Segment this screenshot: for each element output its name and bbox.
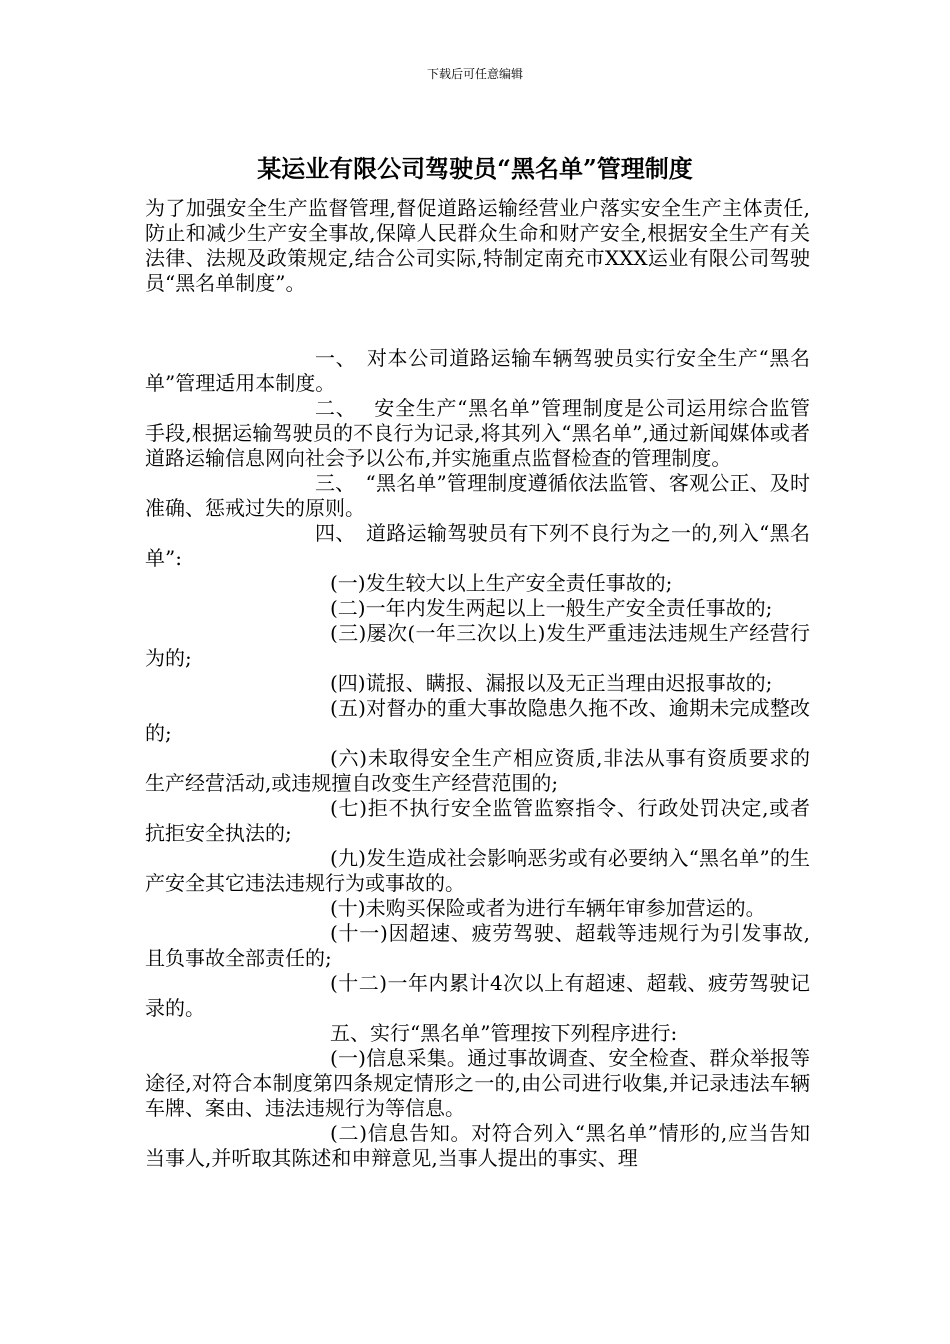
section-5: 五、实行“黑名单”管理按下列程序进行: — [330, 1021, 678, 1045]
list-item: (三)屡次(一年三次以上)发生严重违法违规生产经营行为的; — [145, 621, 810, 670]
paragraph-spacer — [145, 321, 810, 346]
list-item: (一)发生较大以上生产安全责任事故的; — [330, 571, 673, 595]
list-item: (一)信息采集。通过事故调查、安全检查、群众举报等途径,对符合本制度第四条规定情形之一的,由公司进行收集,并记录违法车辆车牌、案由、违法违规行为等信息。 — [145, 1046, 810, 1120]
document-title: 某运业有限公司驾驶员“黑名单”管理制度 — [257, 154, 693, 183]
section-2: 二、 安全生产“黑名单”管理制度是公司运用综合监管手段,根据运输驾驶员的不良行为记录,将其列入“黑名单”,通过新闻媒体或者道路运输信息网向社会予以公布,并实施重点监督检查的管理制度。 — [145, 396, 810, 470]
list-item: (二)信息告知。对符合列入“黑名单”情形的,应当告知当事人,并听取其陈述和申辩意见,当事人提出的事实、理 — [145, 1121, 810, 1170]
section-3: 三、 “黑名单”管理制度遵循依法监管、客观公正、及时准确、惩戒过失的原则。 — [145, 471, 810, 520]
list-item: (二)一年内发生两起以上一般生产安全责任事故的; — [330, 596, 773, 620]
list-item: (五)对督办的重大事故隐患久拖不改、逾期未完成整改的; — [145, 696, 810, 745]
list-item: (七)拒不执行安全监管监察指令、行政处罚决定,或者抗拒安全执法的; — [145, 796, 810, 845]
list-item: (六)未取得安全生产相应资质,非法从事有资质要求的生产经营活动,或违规擅自改变生产经营范围的; — [145, 746, 810, 795]
section-4: 四、 道路运输驾驶员有下列不良行为之一的,列入“黑名单”: — [145, 521, 810, 570]
list-item: (十)未购买保险或者为进行车辆年审参加营运的。 — [330, 896, 766, 920]
document-body — [145, 196, 810, 1171]
section-1: 一、 对本公司道路运输车辆驾驶员实行安全生产“黑名单”管理适用本制度。 — [145, 346, 810, 395]
list-item: (十二)一年内累计4次以上有超速、超载、疲劳驾驶记录的。 — [145, 971, 810, 1020]
header-note: 下载后可任意编辑 — [426, 67, 523, 81]
list-item: (九)发生造成社会影响恶劣或有必要纳入“黑名单”的生产安全其它违法违规行为或事故的。 — [145, 846, 810, 895]
list-item: (十一)因超速、疲劳驾驶、超载等违规行为引发事故,且负事故全部责任的; — [145, 921, 810, 970]
intro-paragraph: 为了加强安全生产监督管理,督促道路运输经营业户落实安全生产主体责任,防止和减少生产安全事故,保障人民群众生命和财产安全,根据安全生产有关法律、法规及政策规定,结合公司实际,特制定南充市XXX运业有限公司驾驶员“黑名单制度”。 — [145, 196, 810, 295]
list-item: (四)谎报、瞒报、漏报以及无正当理由迟报事故的; — [330, 671, 773, 695]
